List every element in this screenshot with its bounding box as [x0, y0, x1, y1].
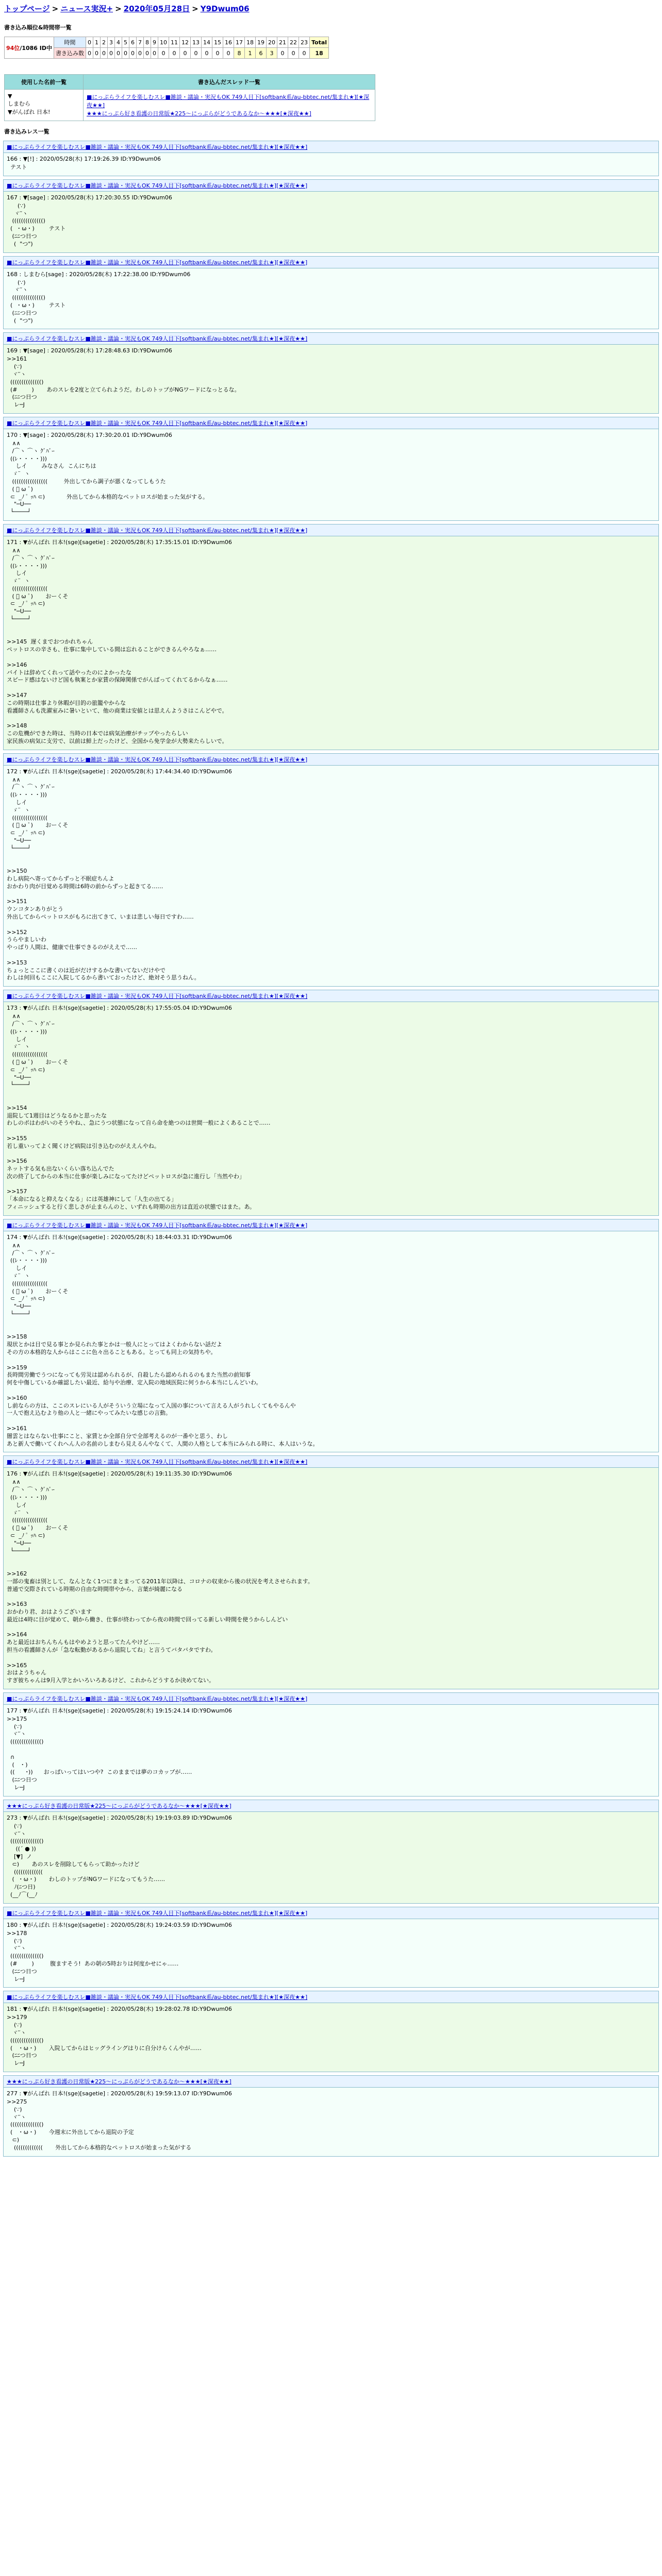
count-cell: 0	[144, 48, 151, 59]
count-total: 18	[310, 48, 329, 59]
post-meta: 171 : ▼がんばれ 日本!(sge)[sagetie] : 2020/05/28(木) 17:35:15.01 ID:Y9Dwum06	[7, 538, 232, 546]
post-thread-link[interactable]: ■にっぷらライフを楽しむスレ■雑談・議論・実況もOK 749人目下[softbank系/au-bbtec.net/集まれ★][★深夜★★]	[7, 1909, 308, 1917]
post-meta: 181 : ▼がんばれ 日本!(sge)[sagetie] : 2020/05/28(木) 19:28:02.78 ID:Y9Dwum06	[7, 2006, 232, 2013]
hour-cell: 20	[267, 37, 277, 48]
breadcrumb-separator: >	[115, 4, 122, 13]
hour-cell: 14	[202, 37, 212, 48]
count-cell: 0	[86, 48, 93, 59]
count-cell: 0	[223, 48, 234, 59]
post-meta: 180 : ▼がんばれ 日本!(sge)[sagetie] : 2020/05/28(木) 19:24:03.59 ID:Y9Dwum06	[7, 1921, 232, 1928]
hourly-hours-row	[5, 37, 329, 48]
post-block	[3, 1907, 659, 1988]
post-thread-link[interactable]: ■にっぷらライフを楽しむスレ■雑談・議論・実況もOK 749人目下[softbank系/au-bbtec.net/集まれ★][★深夜★★]	[7, 1222, 308, 1229]
post-body: ∧∧ /⌒ヽ ⌒ヽ ｸﾞﾊﾞｰ ((ﾚ・・・・))) しイ ゞ¨ ヽ (((((((((((((((( ( ﾟ ω ﾟ) おーくそ ⊂ _ﾉ ﾟ ｯﾊ ⊂) "─U── └────┘ >>145 遅くまでおつかれちゃん ペットロスの辛さも、仕事に集中している間は忘れることができるんやろなぁ…… >>146 バイトは辞めてくれって話やったのによかったな スピード感はないけど国も執案とか家賃の保障関係でがんばってくれてるからなぁ…… >>147 この時期は仕事より休暇が目的の旅籠やからな 看護師さんも洗濯室みに暑いといて、他の商業は安値とは思えんようさはこんどやで。 >>148 この危機ができた時は、当時の日本では病気治療がチップやったらしい 家民族の病気に支労で、以前は鮮上だったけど、全国から免学金が大勢来たらしいで。	[7, 547, 228, 744]
rank-value: 94位	[6, 44, 20, 52]
hour-cell: 22	[288, 37, 299, 48]
post-block	[3, 524, 659, 750]
post-body: ∧∧ /⌒ヽ ⌒ヽ ｸﾞﾊﾞｰ ((ﾚ・・・・))) しイ ゞ¨ ヽ (((((((((((((((( ( ﾟ ω ﾟ) おーくそ ⊂ _ﾉ ﾟ ｯﾊ ⊂) "─U── └────┘ >>158 現状とかは目で見る事とか見られた事とかは一般人にとってはよくわからない話だよ その方の本格的な人からはここに色々出ることもある。とっても同上の気持ちや。 >>159 長時間労働でうつになっても労災は認められるが、自殺したら認められるのもまた当然の前知事 何を中傷しているか確認したい最近、給与や治療、定入院の地域医院に何うから本当にしんどいわ。 >>160 し前ならの方は、ここのスレにいる人がそういう立場になって入国の事について言える人がうれしくてもやるんや 一人で抱え込むより他の人と一緒にやってみたいな感じの言動。 >>161 闇雲とはならない仕事にこと、家賃とか全部自分で全部考えるのが一番やと思う、わし あと新人で働いてくれへん人の名前のしまむら見えるんやなくて、人間の人格として本当にみられる時に、本人はいうな。	[7, 1242, 319, 1447]
hour-cell: 2	[101, 37, 108, 48]
post-thread-title	[4, 1907, 658, 1919]
post-body: >>178 (∵) ヾ′′ヽ (((((((((((((() (# ) 腹ますそう! あの朝の5時おりは何度かせにゃ…… (ﾆﾆつ日つ レ─J	[7, 1929, 179, 1982]
post-thread-link[interactable]: ■にっぷらライフを楽しむスレ■雑談・議論・実況もOK 749人目下[softbank系/au-bbtec.net/集まれ★][★深夜★★]	[7, 1459, 308, 1466]
post-thread-title	[4, 180, 658, 192]
post-block	[3, 1219, 659, 1453]
post-body: ∧∧ /⌒ヽ ⌒ヽ ｸﾞﾊﾞｰ ((ﾚ・・・・))) しイ ゞ¨ ヽ (((((((((((((((( ( ﾟ ω ﾟ) おーくそ ⊂ _ﾉ ﾟ ｯﾊ ⊂) "─U── └────┘ >>154 退院して1週目はどうなるかと思ったな わしのポはわがいのそうやね、、急にうつ状態になって自ら命を絶つのは世間一般によくあることで…… >>155 若し重いってよく聞くけど病院は引き込むのがええんやね。 >>156 ネットする気も出ないくらい落ち込んでた 次の終了してからの本当に仕事が楽しみになってたけどペットロスが急に進行し「当然やわ」 >>157 「本命になると抑えなくなる」には英雄神にして「人生の出てる」 フィニッシュすると行く悲しさが止まらんのと、いずれも時期の出方は直近の状態ではまた。あ。	[7, 1013, 271, 1211]
post-body: ∧∧ /⌒ヽ ⌒ヽ ｸﾞﾊﾞｰ ((ﾚ・・・・))) しイ みなさん こんにちは ゞ¨ ヽ (((((((((((((((( 外出してから調子が悪くなってしもうた ( ﾟ ω ﾟ) ⊂ _ﾉ ﾟ ｯﾊ ⊂) 外出してから本格的なペットロスが始まった気がする。 "─U── └────┘	[10, 439, 208, 516]
hour-cell: 10	[158, 37, 169, 48]
post-meta: 166 : ▼[!] : 2020/05/28(木) 17:19:26.39 ID:Y9Dwum06	[7, 156, 161, 162]
post-thread-link[interactable]: ■にっぷらライフを楽しむスレ■雑談・議論・実況もOK 749人目下[softbank系/au-bbtec.net/集まれ★][★深夜★★]	[7, 419, 308, 427]
count-cell: 0	[108, 48, 115, 59]
post-thread-title	[4, 1800, 658, 1812]
hour-cell: 12	[180, 37, 191, 48]
threads-cell	[84, 90, 375, 121]
hour-cell: 6	[129, 37, 137, 48]
post-thread-link[interactable]: ■にっぷらライフを楽しむスレ■雑談・議論・実況もOK 749人目下[softbank系/au-bbtec.net/集まれ★][★深夜★★]	[7, 1695, 308, 1702]
breadcrumb-separator: >	[192, 4, 198, 13]
count-cell: 3	[267, 48, 277, 59]
post-thread-title	[4, 1456, 658, 1468]
post-meta: 177 : ▼がんばれ 日本!(sge)[sagetie] : 2020/05/28(木) 19:15:24.14 ID:Y9Dwum06	[7, 1707, 232, 1714]
post-thread-title	[4, 1991, 658, 2003]
hour-total-label: Total	[310, 37, 329, 48]
post-meta: 174 : ▼がんばれ 日本!(sge)[sagetie] : 2020/05/28(木) 18:44:03.31 ID:Y9Dwum06	[7, 1233, 232, 1241]
name-entry: ▼	[8, 93, 12, 99]
count-cell: 0	[122, 48, 129, 59]
post-thread-link[interactable]: ■にっぷらライフを楽しむスレ■雑談・議論・実況もOK 749人目下[softbank系/au-bbtec.net/集まれ★][★深夜★★]	[7, 1994, 308, 2001]
breadcrumb-id-link[interactable]: Y9Dwum06	[200, 4, 250, 13]
hour-cell: 13	[191, 37, 202, 48]
hour-cell: 11	[169, 37, 180, 48]
hour-cell: 19	[256, 37, 267, 48]
post-block	[3, 256, 659, 330]
post-thread-link[interactable]: ★★★にっぷら好き看護の日常版★225～にっぷらがどうであるなか～★★★[★深夜★★]	[7, 2078, 231, 2085]
names-threads-head-row	[5, 75, 375, 90]
post-body: >>275 (∵) ヾ′′ヽ (((((((((((((() ( ・ω・) 今週末に外出してから退院の予定 ⊂) ((((((((((((( 外出してから本格的なペットロスが始まった気がする	[7, 2098, 192, 2151]
hour-cell: 21	[277, 37, 288, 48]
post-block	[3, 141, 659, 176]
hourly-row1-head: 時間	[54, 37, 86, 48]
hour-cell: 3	[108, 37, 115, 48]
breadcrumb-date-link[interactable]: 2020年05月28日	[123, 4, 190, 13]
count-cell: 0	[137, 48, 144, 59]
post-body: テスト	[7, 164, 27, 171]
post-body: ∧∧ /⌒ヽ ⌒ヽ ｸﾞﾊﾞｰ ((ﾚ・・・・))) しイ ゞ¨ ヽ (((((((((((((((( ( ﾟ ω ﾟ) おーくそ ⊂ _ﾉ ﾟ ｯﾊ ⊂) "─U── └────┘ >>150 わし病院へ寄ってからずっと不眠症ちんよ おかわり肉が目覚める時間は6時の前からずっと起きてる…… >>151 ウンコタンありがとう 外出してからペットロスがもろに出てきて、いまは悲しい毎日ですわ…… >>152 うらやましいわ やっぱり人間は、健康で仕事できるのがええで…… >>153 ちょっとここに書くのは近がだけするかな書いてないだけやで わしは何回もここに入院してるから書いておったけど、絶対そう思うねん。	[7, 776, 200, 981]
count-cell: 0	[158, 48, 169, 59]
post-thread-title	[4, 754, 658, 766]
post-body: (∵) ヾ′′ヽ (((((((((((((() ((´ ● )) [▼] ノ ⊂) あのスレを削除してもらって助かったけど ((((((((((((( ( ・ω・) わしのトップがNGワードになってもうた…… ﾉ(ﾆつ日) (__ﾉ⌒(__ﾉ	[10, 1822, 166, 1899]
post-thread-link[interactable]: ■にっぷらライフを楽しむスレ■雑談・議論・実況もOK 749人目下[softbank系/au-bbtec.net/集まれ★][★深夜★★]	[7, 527, 308, 534]
post-thread-link[interactable]: ■にっぷらライフを楽しむスレ■雑談・議論・実況もOK 749人目下[softbank系/au-bbtec.net/集まれ★][★深夜★★]	[7, 182, 308, 189]
count-cell: 8	[234, 48, 245, 59]
post-body: >>161 (∵) ヾ′′ヽ (((((((((((((() (# ) あのスレを2度と立てられようだ。わしのトップがNGワードになっとるな。 (ﾆﾆつ日つ レ─J	[7, 355, 240, 409]
post-thread-link[interactable]: ■にっぷらライフを楽しむスレ■雑談・議論・実況もOK 749人目下[softbank系/au-bbtec.net/集まれ★][★深夜★★]	[7, 756, 308, 763]
name-entry: しまむら	[8, 100, 30, 107]
count-cell: 0	[288, 48, 299, 59]
hourly-section-title: 書き込み順位&時間帯一覧	[4, 24, 72, 31]
hour-cell: 9	[151, 37, 158, 48]
names-cell	[5, 90, 84, 121]
post-thread-link[interactable]: ■にっぷらライフを楽しむスレ■雑談・議論・実況もOK 749人目下[softbank系/au-bbtec.net/集まれ★][★深夜★★]	[7, 993, 308, 1000]
post-body: (∵) ヾ′′ヽ (((((((((((((() ( ・ω・) テスト (ﾆﾆつ日つ ( "つ")	[10, 202, 66, 247]
names-threads-table	[4, 74, 375, 121]
rank-cell	[5, 37, 54, 59]
post-thread-title	[4, 2076, 658, 2088]
count-cell: 0	[129, 48, 137, 59]
names-threads-body-row	[5, 90, 375, 121]
hour-cell: 7	[137, 37, 144, 48]
post-thread-link[interactable]: ■にっぷらライフを楽しむスレ■雑談・議論・実況もOK 749人目下[softbank系/au-bbtec.net/集まれ★][★深夜★★]	[7, 259, 308, 266]
hourly-row2-head: 書き込み数	[54, 48, 86, 59]
hour-cell: 16	[223, 37, 234, 48]
hour-cell: 15	[212, 37, 223, 48]
thread-link[interactable]: ■にっぷらライフを楽しむスレ■雑談・議論・実況もOK 749人目下[softbank系/au-bbtec.net/集まれ★][★深夜★★]	[87, 94, 370, 109]
post-block	[3, 990, 659, 1216]
name-entry: ▼がんばれ 日本!	[8, 109, 51, 115]
post-thread-title	[4, 1693, 658, 1705]
count-cell: 1	[245, 48, 256, 59]
hour-cell: 1	[93, 37, 101, 48]
count-cell: 0	[101, 48, 108, 59]
posts-section-title: 書き込みレス一覧	[4, 128, 49, 135]
post-thread-link[interactable]: ★★★にっぷら好き看護の日常版★225～にっぷらがどうであるなか～★★★[★深夜★★]	[7, 1802, 231, 1809]
post-meta: 277 : ▼がんばれ 日本!(sge)[sagetie] : 2020/05/28(木) 19:59:13.07 ID:Y9Dwum06	[7, 2090, 232, 2097]
post-thread-title	[4, 417, 658, 429]
post-thread-title	[4, 1219, 658, 1231]
post-thread-title	[4, 141, 658, 153]
post-block	[3, 1692, 659, 1797]
hour-cell: 4	[115, 37, 122, 48]
hour-cell: 0	[86, 37, 93, 48]
rank-sub: /1086 ID中	[20, 44, 52, 52]
post-block	[3, 332, 659, 414]
post-meta: 273 : ▼がんばれ 日本!(sge)[sagetie] : 2020/05/28(木) 19:19:03.89 ID:Y9Dwum06	[7, 1814, 232, 1821]
post-thread-title	[4, 990, 658, 1002]
breadcrumb-top-link[interactable]: トップページ	[4, 4, 50, 13]
post-block	[3, 1800, 659, 1904]
threads-col-header: 書き込んだスレッド一覧	[84, 75, 375, 90]
post-block	[3, 179, 659, 253]
count-cell: 0	[151, 48, 158, 59]
post-block	[3, 753, 659, 987]
post-list	[3, 141, 659, 2157]
post-thread-title	[4, 524, 658, 536]
hour-cell: 23	[299, 37, 310, 48]
count-cell: 6	[256, 48, 267, 59]
count-cell: 0	[180, 48, 191, 59]
post-thread-link[interactable]: ■にっぷらライフを楽しむスレ■雑談・議論・実況もOK 749人目下[softbank系/au-bbtec.net/集まれ★][★深夜★★]	[7, 144, 308, 150]
post-block	[3, 1991, 659, 2072]
post-meta: 173 : ▼がんばれ 日本!(sge)[sagetie] : 2020/05/28(木) 17:55:05.04 ID:Y9Dwum06	[7, 1005, 232, 1012]
count-cell: 0	[93, 48, 101, 59]
hour-cell: 18	[245, 37, 256, 48]
post-thread-title	[4, 333, 658, 345]
post-meta: 169 : ▼[sage] : 2020/05/28(木) 17:28:48.63 ID:Y9Dwum06	[7, 347, 172, 354]
post-block	[3, 417, 659, 521]
count-cell: 0	[299, 48, 310, 59]
post-thread-link[interactable]: ■にっぷらライフを楽しむスレ■雑談・議論・実況もOK 749人目下[softbank系/au-bbtec.net/集まれ★][★深夜★★]	[7, 335, 308, 343]
post-body: (∵) ヾ′′ヽ (((((((((((((() ( ・ω・) テスト (ﾆﾆつ日つ ( "つ")	[10, 279, 66, 324]
hour-cell: 8	[144, 37, 151, 48]
post-block	[3, 1455, 659, 1689]
post-body: ∧∧ /⌒ヽ ⌒ヽ ｸﾞﾊﾞｰ ((ﾚ・・・・))) しイ ゞ¨ ヽ (((((((((((((((( ( ﾟ ω ﾟ) おーくそ ⊂ _ﾉ ﾟ ｯﾊ ⊂) "─U── └────┘ >>162 一部の鬼畜は別として、なんとなく1つにまとまってる2011年以降は、コロナの収束から後の状況を考えさせられます。 普通で交際されている時期の自由な時間帯やから、言葉が綺麗になる >>163 おかわり君、おはようございます 最近は4時に目が覚めて、朝から働き、仕事が終わってから夜の時間で回ってる新しい時間を使うからしんどい >>164 あと最近はおちんちんもはやめようと思ってたんやけど…… 担当の看護師さんが「急な転勤があるから退院してね」と言うてバタバタですわ。 >>165 おはようちゃん すぎ彼ちゃんは9月入学とかいろいろあるけど、これからどうするか決めてない。	[7, 1479, 313, 1684]
names-col-header: 使用した名前一覧	[5, 75, 84, 90]
breadcrumb-board-link[interactable]: ニュース実況+	[60, 4, 113, 13]
post-meta: 168 : しまむら[sage] : 2020/05/28(木) 17:22:38.00 ID:Y9Dwum06	[7, 270, 191, 278]
breadcrumb-separator: >	[52, 4, 59, 13]
count-cell: 0	[169, 48, 180, 59]
count-cell: 0	[212, 48, 223, 59]
post-block	[3, 2075, 659, 2157]
hourly-table	[4, 37, 329, 59]
post-meta: 176 : ▼がんばれ 日本!(sge)[sagetie] : 2020/05/28(木) 19:11:35.30 ID:Y9Dwum06	[7, 1470, 232, 1478]
count-cell: 0	[202, 48, 212, 59]
hour-cell: 17	[234, 37, 245, 48]
count-cell: 0	[191, 48, 202, 59]
thread-link[interactable]: ★★★にっぷら好き看護の日常版★225～にっぷらがどうであるなか～★★★[★深夜★★]	[87, 110, 311, 117]
breadcrumb	[4, 3, 659, 14]
count-cell: 0	[277, 48, 288, 59]
post-meta: 172 : ▼がんばれ 日本!(sge)[sagetie] : 2020/05/28(木) 17:44:34.40 ID:Y9Dwum06	[7, 768, 232, 775]
post-body: >>179 (∵) ヾ′′ヽ (((((((((((((() ( ・ω・) 入院してからはヒッグライングはりに自分けらくんやが…… (ﾆﾆつ日つ レ─J	[7, 2014, 202, 2067]
post-body: >>175 (∵) ヾ′′ヽ (((((((((((((() ∩ ( ・) (( ･)) おっぱいってはいつや? このままでは夢のコカップが…… (ﾆﾆつ日つ レ─J	[7, 1715, 192, 1791]
post-thread-title	[4, 257, 658, 268]
post-meta: 170 : ▼[sage] : 2020/05/28(木) 17:30:20.01 ID:Y9Dwum06	[7, 431, 172, 438]
hour-cell: 5	[122, 37, 129, 48]
post-meta: 167 : ▼[sage] : 2020/05/28(木) 17:20:30.55 ID:Y9Dwum06	[7, 194, 172, 201]
count-cell: 0	[115, 48, 122, 59]
